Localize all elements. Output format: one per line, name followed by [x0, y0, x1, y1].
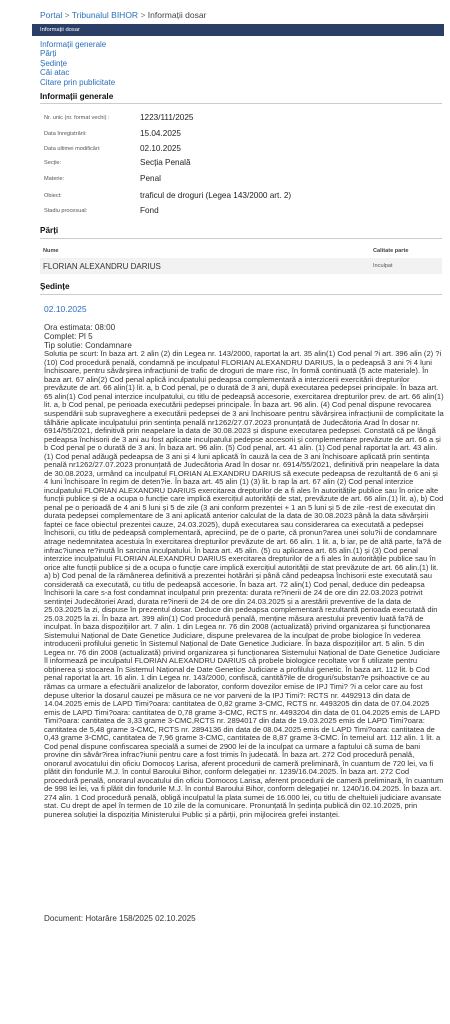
nav-link-cai-atac[interactable]: Căi atac — [40, 68, 70, 78]
nav-link-general[interactable]: Informații generale — [40, 40, 107, 49]
breadcrumb-separator: > — [64, 10, 70, 20]
col-header-role: Calitate parte — [373, 248, 409, 254]
breadcrumb-portal[interactable]: Portal — [40, 10, 63, 20]
party-name: FLORIAN ALEXANDRU DARIUS — [43, 261, 161, 271]
field-label-materie: Materie: — [44, 176, 65, 182]
section-heading-sedinte: Ședințe — [40, 282, 70, 291]
field-label-obiect: Obiect: — [44, 193, 62, 199]
breadcrumb-current: Informații dosar — [147, 10, 207, 20]
field-value-nr: 1223/111/2025 — [140, 113, 194, 122]
field-value-stadiu: Fond — [140, 206, 159, 215]
field-value-data-modificare: 02.10.2025 — [140, 144, 181, 153]
parti-table-header — [40, 245, 442, 257]
field-label-nr: Nr. unic (nr. format vechi) : — [44, 115, 110, 121]
page-title-bar — [32, 24, 444, 36]
breadcrumb-court[interactable]: Tribunalul BIHOR — [71, 10, 139, 20]
field-value-obiect: traficul de droguri (Legea 143/2000 art. 2) — [140, 191, 292, 200]
field-value-data-inregistrare: 15.04.2025 — [140, 129, 181, 138]
field-value-materie: Penal — [140, 174, 161, 183]
field-label-data-inregistrare: Data înregistrării: — [44, 131, 87, 137]
breadcrumb-separator: > — [140, 10, 146, 20]
session-panel: Complet: Pl 5 — [44, 332, 93, 342]
nav-link-parti[interactable]: Părți — [40, 49, 57, 59]
col-header-name: Nume — [43, 248, 59, 254]
field-label-sectie: Secție: — [44, 160, 62, 166]
breadcrumb — [40, 10, 206, 20]
divider — [40, 294, 442, 295]
session-block — [40, 304, 444, 923]
field-value-sectie: Secția Penală — [140, 158, 191, 167]
session-time: Ora estimata: 08:00 — [44, 323, 116, 332]
divider — [40, 103, 442, 104]
page-title: Informații dosar — [40, 26, 80, 33]
field-label-data-modificare: Data ultimei modificări: — [44, 146, 101, 152]
nav-link-citare[interactable]: Citare prin publicitate — [40, 77, 116, 87]
section-heading-parti: Părți — [40, 226, 59, 235]
nav-link-sedinte[interactable]: Ședințe — [40, 58, 68, 68]
session-document: Document: Hotarâre 158/2025 02.10.2025 — [44, 914, 196, 924]
field-label-stadiu: Stadiu procesual: — [44, 208, 88, 214]
session-date: 02.10.2025 — [44, 304, 87, 314]
section-heading-general: Informații generale — [40, 92, 114, 101]
table-row — [40, 258, 442, 274]
session-solution-type: Tip solutie: Condamnare — [44, 341, 132, 351]
session-solution-text: Solutia pe scurt: În baza art. 2 alin (2) din Legea nr. 143/2000, raportat la art. 35 alin(1) Cod penal ?i art. 396 alin (2) ?i (10) Cod procedură penală, condamnă pe inculpatul FLORIAN ALEXANDRU DARIUS, la o pedeapsă 3 ani ?i 4 luni închisoare, pentru săvârșirea infracțiunii de trafic de droguri de mare risc, în formă continuată (5 acte materiale). În baza art. 67 alin(2) Cod penal aplică inculpatului pedeapsa complementară a interzicerii exercitării drepturilor prevăzute de art. 66 alin(1) lit. a, b Cod penal, pe o durată de 3 ani, după executarea pedepsei principale. În baza art. 65 alin(1) Cod penal interzice inculpatului, cu titlu de pedeapsă accesorie, exercitarea drepturilor prev. de art. 66 alin(1) lit. a, b Cod penal, pe perioada executării pedepsei principale. În baza art. 96 alin. (4) Cod penal dispune revocarea suspendării sub supraveghere a executării pedepsei de 3 ani închisoare pentru săvârșirea infracțiunii de complicitate la tâlhărie aplicate inculpatului prin sentința penală nr1262/27.07.2023 pronunțată de Judecătoria Arad în dosar nr. 6914/55/2021, definitivă prin neapelare la data de 30.08.2023 și dispune executarea pedepsei. Constată că pe lângă pedeapsa închisorii de 3 ani au fost aplicate inculpatului pedepse accesorii și complementare prevăzute de art. 66 a și b Cod penal pe o durată de 3 ani. În baza art. 96 alin. (5) Cod penal, art. 41 alin. (1) Cod penal raportat la art. 43 alin. (1) Cod penal adăugă pedeapsa de 3 ani și 4 luni aplicată în cauză la cea de 3 ani închisoare aplicată prin sentința penală nr1262/27.07.2023 pronunțată de Judecătoria Arad în dosar nr. 6914/55/2021, definitivă prin neapelare la data de 30.08.2023, urmând ca inculpatul FLORIAN ALEXANDRU DARIUS să execute pedeapsa de rezultantă de 6 ani și 4 luni închisoare în regim de deten?ie. În baza art. 45 alin (1) (3) lit. b rap la art. 67 alin (2) Cod penal interzice inculpatului FLORIAN ALEXANDRU DARIUS exercitarea drepturilor de a fi ales în autoritățile publice sau în orice alte funcții publice și de a ocupa o funcție care implică exercițiul autorității de stat, prevăzute de art. 66 alin.(1) lit. a), b) Cod penal pe o perioadă de 4 ani 5 luni și 5 de zile (3 ani conform prezentei + 1 an 5 luni și 5 de zile -rest de executat din durata pedepsei complementare de 3 ani aplicată anterior calculat de la data de 30.08.2023 până la data săvârșirii faptei ce face obiectul prezentei cauze, 24.03.2025), după executarea sau considerarea ca executată a pedepsei închisorii, cu titlu de pedeapsă complementară, apreciind, pe de o parte, că pronun?area unei solu?ii de condamnare atrage nedemnitatea acestuia în exercitarea drepturilor prevăzute de art. 66 alin. 1 lit. a, b iar, pe de altă parte, fa?ă de infrac?iunea re?inută în sarcina inculpatului. În baza art. 45 alin. (5) cu aplicarea art. 65 alin.(1) și (3) Cod penal interzice inculpatului FLORIAN ALEXANDRU DARIUS exercitarea drepturilor de a fi ales în autoritățile publice sau în orice alte funcții publice și de a ocupa o funcție care implică exercițiul autorității de stat prevăzute de art. 66 alin.(1) lit. a) b) Cod penal de la rămânerea definitivă a prezentei hotărâri și până când pedeapsa închisorii este executată sau considerată ca executată, cu titlu de pedeapsă accesorie. În baza art. 72 alin(1) Cod penal, deduce din pedeapsa închisorii la care s-a fost condamnat inculpatul prin prezenta: durata re?inerii de 24 de ore din 22.03.2023 potrivit sentinței Judecătoriei Arad, durata re?inerii de 24 de ore din 24.03.2025 și a arestării preventive de la data de 25.03.2025 la zi, dispuse în prezentul dosar. Deduce din pedeapsa complementară rezultantă perioada executată din 25.03.2025 la zi. În baza art. 399 alin(1) Cod procedură penală, menține măsura arestului preventiv luată fa?ă de inculpat. În baza dispozițiilor art. 7 alin. 1 din Legea nr. 76 din 2008 (actualizată) privind organizarea și funcționarea Sistemului Național de Date Genetice Judiciare, dispune prelevarea de la inculpat de probe biologice în vederea introducerii profilului genetic în Sistemul Național de Date Genetice Judiciare. În baza dispozițiilor art. 5 alin. 5 din Legea nr. 76 din 2008 (actualizată) privind organizarea și funcționarea Sistemului Național de Date Genetice Judiciare îl informează pe inculpatul FLORIAN ALEXANDRU DARIUS că probele biologice recoltate vor fi utilizate pentru obținerea și stocarea în Sistemul Național de Date Genetice Judiciare a profilului genetic. În baza art. 112 lit. b Cod penal raportat la art. 16 alin. 1 din Legea nr. 143/2000, confiscă, cantită?ile de droguri/substan?e psihoactive ce au rămas ca urmare a efectuării analizelor de laborator, conform dovezilor emise de IPJ Timi? ?i a celor care au fost depuse ulterior la dosarul cauzei pe măsura ce ne vor parveni de la IPJ Timi?: RCTS nr. 4492913 din data de 14.04.2025 emis de LAPD Timi?oara: cantitatea de 0,82 grame 3-CMC, RCTS nr. 4493205 din data de 07.04.2025 emis de LAPD Timi?oara: cantitatea de 0,78 grame 3-CMC, RCTS nr. 4493204 din data de 01.04.2025 emis de LAPD Timi?oara: cantitatea de 3,33 grame 3-CMC,RCTS nr. 2894017 din data de 19.03.2025 emis de LAPD Timi?oara: cantitatea de 5,48 grame 3-CMC, RCTS nr. 2894136 din data de 08.04.2025 emis de LAPD Timi?oara: cantitatea de 0,43 grame 3-CMC, cantitatea de 7,96 grame 3-CMC, cantitatea de 8,87 grame 3-CMC. În temeiul art. 112 alin. 1 lit. a Cod penal dispune confiscarea specială a sumei de 2900 lei de la inculpat ca urmare a faptului că suma de bani provine din săvâr?irea infrac?iunii pentru care a fost trimis în judecată. În baza art. 272 Cod procedură penală, onorarul avocatului din oficiu Domocoș Larisa, aferent procedurii de cameră preliminară, în cuantum de 720 lei, va fi plătit din fondurile M.J. în contul Baroului Bihor, conform delegației nr. 1239/16.04.2025. În baza art. 272 Cod procedură penală, onorarul avocatului din oficiu Domocoș Larisa, aferent procedurii de cameră preliminară, în cuantum de 998 lei lei, va fi plătit din fondurile M.J. în contul Baroului Bihor, conform delegației nr. 1240/16.04.2025. În baza art. 274 alin. 1 Cod procedură penală, obligă inculpatul la plata sumei de 16.000 lei, cu titlu de cheltuieli judiciare avansate stat. Cu drept de apel în termen de 10 zile de la comunicare. Pronunțată în ședința publică din 02.10.2025, prin punerea soluției la dispoziția Ministerului Public și a părții, prin mijlocirea grefei instanței. — [44, 350, 444, 819]
section-nav — [40, 40, 115, 87]
divider — [40, 238, 442, 239]
party-role: Inculpat — [373, 262, 393, 269]
